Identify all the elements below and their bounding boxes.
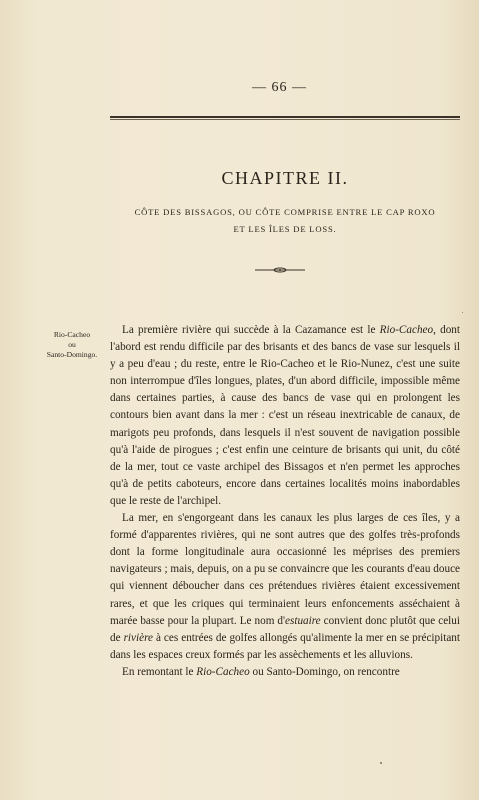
margin-note-line-2: ou: [68, 340, 76, 349]
chapter-title: CHAPITRE II.: [221, 168, 349, 188]
paragraph-2-italic-1: estuaire: [285, 614, 321, 627]
paragraph-1-italic-1: Rio-Cacheo: [379, 324, 434, 336]
margin-note-line-3: Santo-Domingo.: [46, 350, 98, 359]
paper-speck: [380, 762, 382, 764]
ornament-divider: [255, 267, 305, 273]
margin-note-line-1: Rio-Cacheo: [53, 330, 91, 339]
paragraph-3-italic-1: Rio-Cacheo: [196, 665, 250, 678]
margin-note: [38, 330, 106, 360]
paragraph-2-text-b: convient donc plutôt que celui de: [110, 614, 460, 644]
paragraph-3-text-b: ou Santo-Domingo, on rencontre: [249, 665, 400, 678]
page-number: — 66 —: [252, 80, 307, 95]
subtitle-line-2: ET LES ÎLES DE LOSS.: [233, 224, 337, 234]
subtitle-line-1: CÔTE DES BISSAGOS, OU CÔTE COMPRISE ENTRE LE CAP ROXO: [134, 207, 436, 217]
paper-speck: [462, 312, 463, 313]
paragraph-3-text-a: En remontant le: [122, 665, 197, 678]
paragraph-2-text-a: La mer, en s'engorgeant dans les canaux les plus larges de ces îles, y a formé d'apparentes rivières, qui ne sont autres que des golfes très-profonds dont la forme longitudinale aura occasionné les méprises des premiers navigateurs ; mais, depuis, on a pu se convaincre que les courants d'eau douce qui viennent déboucher dans ces prétendues rivières étaient excessivement rares, et que les criques qui terminaient leurs enfoncements asséchaient à marée basse pour la plupart. Le nom d': [110, 512, 460, 627]
header-rule: [110, 116, 460, 120]
paragraph-1-text-b: , dont l'abord est rendu difficile par des brisants et des bancs de vase sur lesquels il y a peu d'eau ; du reste, entre le Rio-Cacheo et le Rio-Nunez, c'est une suite non interrompue d'îles longues, plates, d'un abord difficile, impossible même dans certaines parties, à cause des bancs de vase qui en prolongent les contours bien avant dans la mer : c'est un réseau inextricable de canaux, de marigots peu profonds, dans lesquels il n'est souvent de navigation possible qu'à l'aide de pirogues ; c'est enfin une ceinture de brisants qui unit, du côté de la mer, tout ce vaste archipel des Bissagos et n'en permet les approches qu'à de petits caboteurs, encore dans certaines localités moins inabordables que le reste de l'archipel.: [110, 324, 460, 507]
body-text: [110, 322, 460, 681]
paragraph-1: [110, 322, 460, 510]
paragraph-2: [110, 510, 460, 664]
paragraph-2-text-c: à ces entrées de golfes allongés qu'alimente la mer en se précipitant dans les espaces creux formés par les assèchements et les alluvions.: [110, 631, 460, 661]
chapter-subtitle: [110, 204, 460, 238]
paragraph-2-italic-2: rivière: [123, 631, 153, 644]
paragraph-1-text-a: La première rivière qui succède à la Cazamance est le: [122, 324, 380, 336]
paragraph-3: [110, 664, 460, 681]
